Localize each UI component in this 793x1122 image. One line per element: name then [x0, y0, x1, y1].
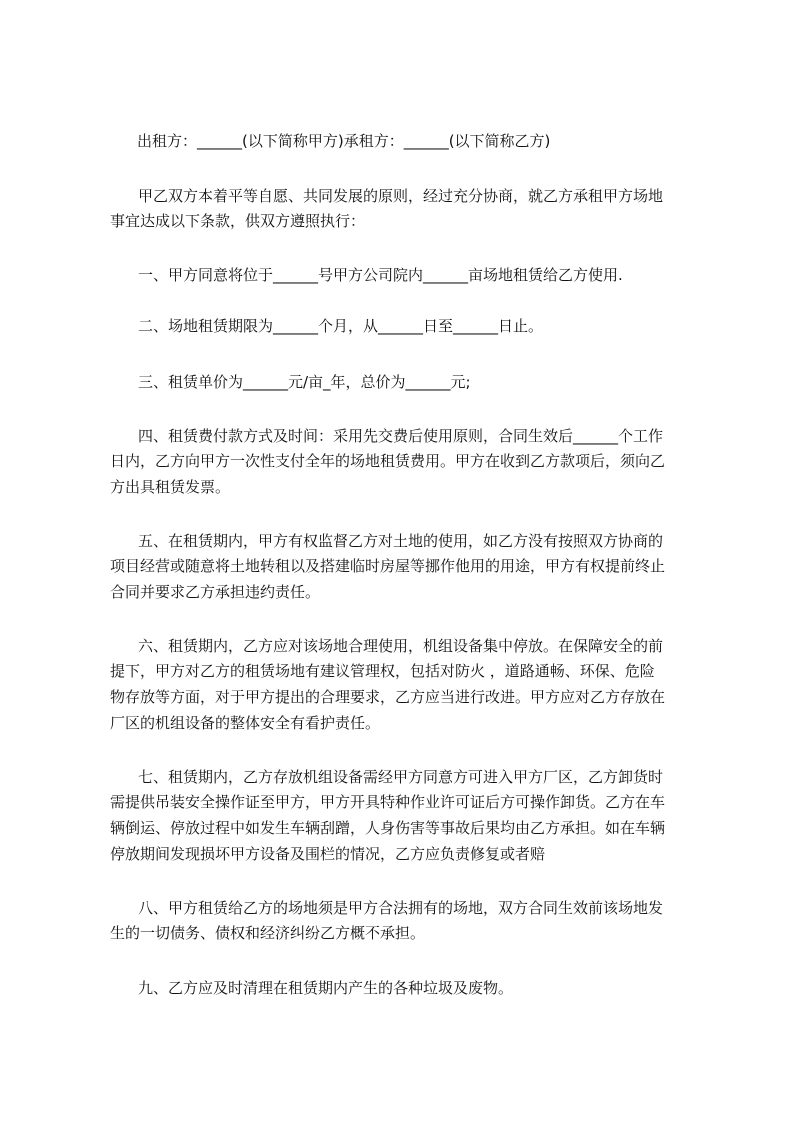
clause-1: 一、甲方同意将位于______号甲方公司院内______亩场地租赁给乙方使用.	[138, 266, 623, 284]
intro-line-1: 甲乙双方本着平等自愿、共同发展的原则，经过充分协商，就乙方承租甲方场地	[138, 187, 664, 205]
clause-6-line-2: 提下，甲方对乙方的租赁场地有建议管理权，包括对防火 ，道路通畅、环保、危险	[110, 662, 655, 680]
clause-2: 二、场地租赁期限为______个月，从______日至______日止。	[138, 317, 544, 335]
clause-5-line-1: 五、在租赁期内，甲方有权监督乙方对土地的使用，如乙方没有按照双方协商的	[138, 532, 664, 550]
clause-6-line-1: 六、租赁期内，乙方应对该场地合理使用，机组设备集中停放。在保障安全的前	[138, 637, 664, 655]
clause-8-line-1: 八、甲方租赁给乙方的场地须是甲方合法拥有的场地，双方合同生效前该场地发	[138, 899, 664, 917]
clause-4-line-3: 方出具租赁发票。	[110, 478, 231, 496]
clause-5-line-3: 合同并要求乙方承担违约责任。	[110, 583, 321, 601]
clause-7-line-4: 停放期间发现损坏甲方设备及围栏的情况，乙方应负责修复或者赔	[110, 845, 546, 863]
intro-line-2: 事宜达成以下条款，供双方遵照执行：	[110, 212, 366, 230]
clause-4-line-2: 日内，乙方向甲方一次性支付全年的场地租赁费用。甲方在收到乙方款项后，须向乙	[110, 452, 666, 470]
clause-4-line-1: 四、租赁费付款方式及时间：采用先交费后使用原则，合同生效后______个工作	[138, 427, 664, 445]
clause-6-line-3: 物存放等方面，对于甲方提出的合理要求，乙方应当进行改进。甲方应对乙方存放在	[110, 688, 666, 706]
clause-5-line-2: 项目经营或随意将土地转租以及搭建临时房屋等挪作他用的用途，甲方有权提前终止	[110, 557, 666, 575]
clause-9: 九、乙方应及时清理在租赁期内产生的各种垃圾及废物。	[138, 979, 514, 997]
clause-8-line-2: 生的一切债务、债权和经济纠纷乙方概不承担。	[110, 924, 426, 942]
clause-7-line-3: 辆倒运、停放过程中如发生车辆刮蹭，人身伤害等事故后果均由乙方承担。如在车辆	[110, 819, 666, 837]
clause-7-line-1: 七、租赁期内，乙方存放机组设备需经甲方同意方可进入甲方厂区，乙方卸货时	[138, 768, 664, 786]
clause-6-line-4: 厂区的机组设备的整体安全有看护责任。	[110, 714, 381, 732]
parties-line: 出租方：______(以下简称甲方)承租方：______(以下简称乙方)	[137, 132, 551, 150]
clause-7-line-2: 需提供吊装安全操作证至甲方，甲方开具特种作业许可证后方可操作卸货。乙方在车	[110, 793, 666, 811]
clause-3: 三、租赁单价为______元/亩_年，总价为______元;	[138, 373, 471, 391]
